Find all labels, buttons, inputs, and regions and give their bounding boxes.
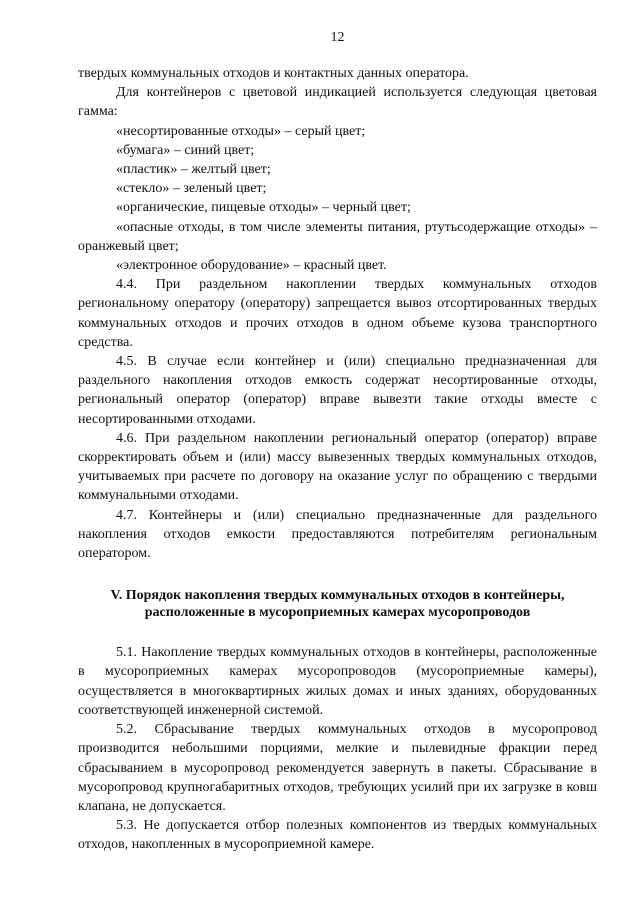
list-item: «несортированные отходы» – серый цвет; xyxy=(116,123,366,139)
section-5-heading-line1: V. Порядок накопления твердых коммунальных отходов в контейнеры, xyxy=(110,588,565,604)
clause-5-2: 5.2. Сбрасывание твердых коммунальных отходов в мусоропровод производится небольшими порциями, мелкие и пылевидные фракции перед сбрасыванием в мусоропровод рекомендуется завернуть в пакеты. Сбрасывание в мусоропровод крупногабаритных отходов, требующих усилий при их загрузке в ковш клапана, не допускается. xyxy=(78,722,597,814)
section-5-heading xyxy=(78,587,597,621)
list-item: «опасные отходы, в том числе элементы питания, ртутьсодержащие отходы» – оранжевый цвет; xyxy=(78,219,597,254)
list-item: «бумага» – синий цвет; xyxy=(116,142,255,158)
clause-4-4: 4.4. При раздельном накоплении твердых коммунальных отходов региональному оператору (оператору) запрещается вывоз отсортированных твердых коммунальных отходов и прочих отходов в одном объеме кузова транспортного средства. xyxy=(78,277,597,350)
list-item: «органические, пищевые отходы» – черный цвет; xyxy=(116,200,411,216)
section-5-heading-line2: расположенные в мусороприемных камерах мусоропроводов xyxy=(144,605,531,621)
list-item: «стекло» – зеленый цвет; xyxy=(116,181,267,197)
list-item: «электронное оборудование» – красный цвет. xyxy=(116,258,387,274)
clause-4-7: 4.7. Контейнеры и (или) специально предназначенные для раздельного накопления отходов емкости предоставляются потребителям региональным оператором. xyxy=(78,507,597,562)
color-list xyxy=(78,122,597,276)
clause-4-5: 4.5. В случае если контейнер и (или) специально предназначенная для раздельного накопления отходов емкость содержат несортированные отходы, региональный оператор (оператор) вправе вывезти такие отходы вместе с несортированными отходами. xyxy=(78,354,597,427)
list-item: «пластик» – желтый цвет; xyxy=(116,162,271,178)
clause-5-1: 5.1. Накопление твердых коммунальных отходов в контейнеры, расположенные в мусороприемных камерах мусоропроводов (мусороприемные камеры), осуществляется в многоквартирных жилых домах и иных зданиях, оборудованных соответствующей инженерной системой. xyxy=(78,645,597,718)
clause-4-6: 4.6. При раздельном накоплении региональный оператор (оператор) вправе скорректировать объем и (или) массу вывезенных твердых коммунальных отходов, учитываемых при расчете по договору на оказание услуг по обращению с твердыми коммунальными отходами. xyxy=(78,430,597,504)
paragraph-continuation: твердых коммунальных отходов и контактных данных оператора. xyxy=(78,66,469,81)
clause-5-3: 5.3. Не допускается отбор полезных компонентов из твердых коммунальных отходов, накопленных в мусороприемной камере. xyxy=(78,818,597,853)
page-number: 12 xyxy=(330,30,345,45)
paragraph-color-intro: Для контейнеров с цветовой индикацией используется следующая цветовая гамма: xyxy=(78,85,597,120)
